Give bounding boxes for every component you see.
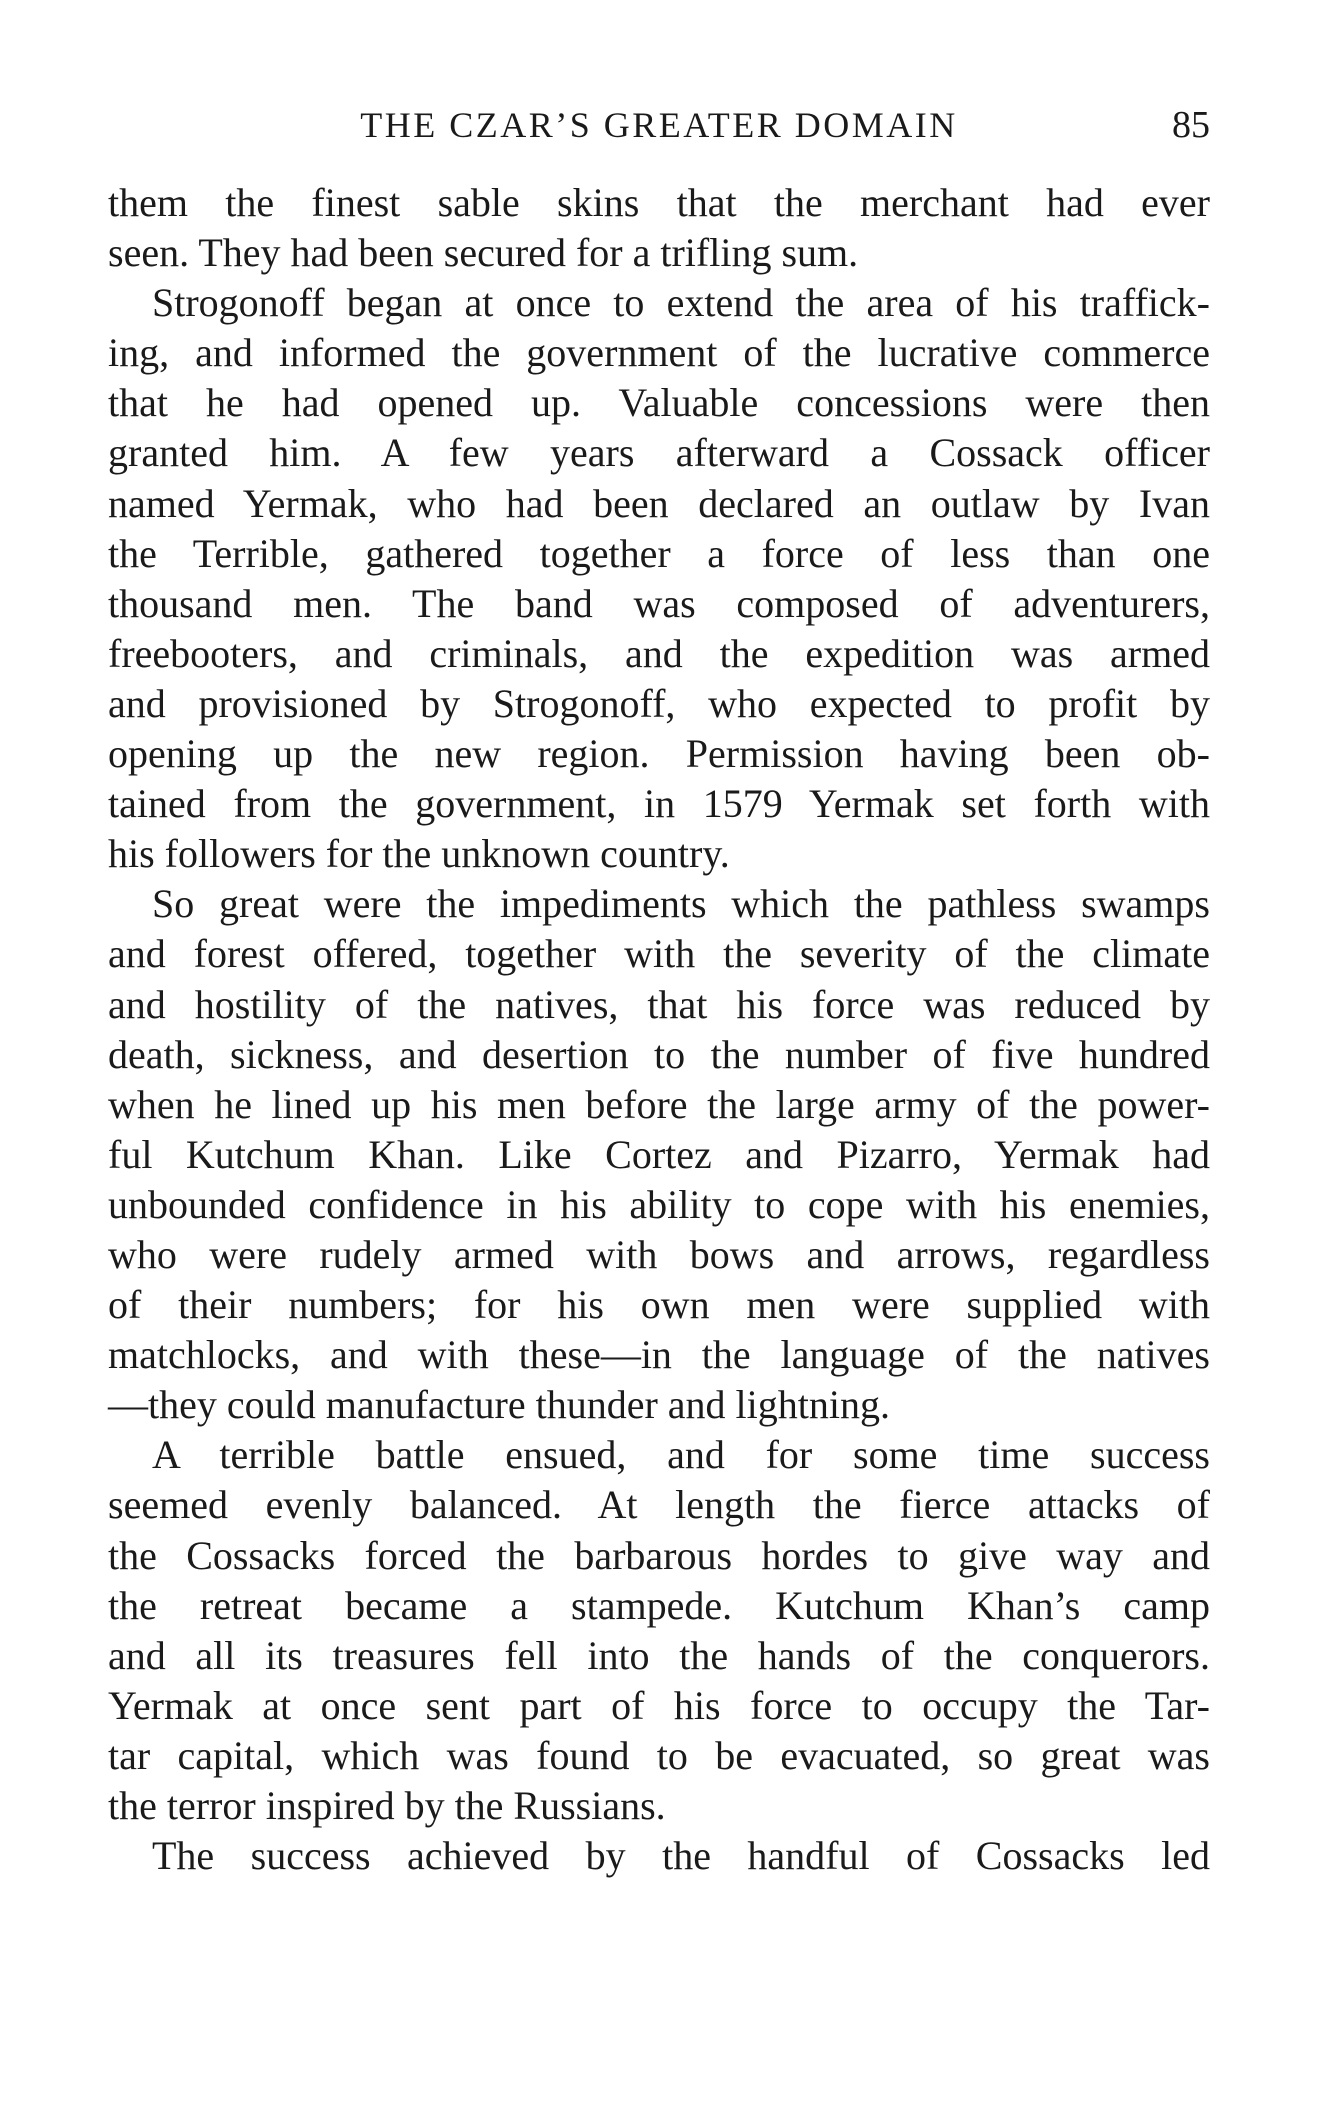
text-line: ing, and informed the government of the lucrative commerce	[108, 330, 1210, 376]
text-line: Yermak at once sent part of his force to occupy the Tar-	[108, 1682, 1210, 1728]
page-number: 85	[1172, 104, 1210, 146]
text-line: named Yermak, who had been declared an outlaw by Ivan	[108, 480, 1210, 526]
text-line: granted him. A few years afterward a Cossack officer	[108, 430, 1210, 476]
text-line: seemed evenly balanced. At length the fierce attacks of	[108, 1482, 1210, 1528]
text-line: them the finest sable skins that the merchant had ever	[108, 180, 1210, 225]
paragraph	[108, 178, 1210, 278]
text-line: the retreat became a stampede. Kutchum Khan’s camp	[108, 1582, 1210, 1628]
text-line: who were rudely armed with bows and arrows, regardless	[108, 1231, 1210, 1277]
page-header	[108, 98, 1210, 152]
text-line: —they could manufacture thunder and lightning.	[108, 1382, 891, 1428]
text-line: and all its treasures fell into the hands of the conquerors.	[108, 1632, 1210, 1678]
text-line: ful Kutchum Khan. Like Cortez and Pizarro, Yermak had	[108, 1131, 1210, 1177]
text-line: So great were the impediments which the pathless swamps	[152, 881, 1210, 927]
text-line: The success achieved by the handful of Cossacks led	[152, 1833, 1210, 1879]
text-line: that he had opened up. Valuable concessions were then	[108, 380, 1210, 426]
text-line: and provisioned by Strogonoff, who expected to profit by	[108, 680, 1210, 726]
paragraph	[108, 879, 1210, 1430]
text-line: seen. They had been secured for a trifling sum.	[108, 230, 859, 276]
text-line: thousand men. The band was composed of adventurers,	[108, 580, 1210, 626]
text-line: of their numbers; for his own men were supplied with	[108, 1282, 1210, 1328]
body-text	[108, 178, 1210, 1881]
text-line: and forest offered, together with the severity of the climate	[108, 931, 1210, 977]
text-line: death, sickness, and desertion to the number of five hundred	[108, 1031, 1210, 1077]
text-line: when he lined up his men before the large army of the power-	[108, 1081, 1210, 1127]
paragraph	[108, 1831, 1210, 1881]
paragraph	[108, 278, 1210, 879]
text-line: the terror inspired by the Russians.	[108, 1783, 666, 1828]
text-line: matchlocks, and with these—in the language of the natives	[108, 1332, 1210, 1378]
text-line: opening up the new region. Permission having been ob-	[108, 731, 1210, 777]
text-line: tained from the government, in 1579 Yermak set forth with	[108, 781, 1210, 827]
text-line: the Terrible, gathered together a force of less than one	[108, 530, 1210, 576]
text-line: and hostility of the natives, that his force was reduced by	[108, 981, 1210, 1027]
paragraph	[108, 1430, 1210, 1831]
running-title: THE CZAR’S GREATER DOMAIN	[360, 105, 958, 145]
text-line: A terrible battle ensued, and for some time success	[152, 1432, 1210, 1478]
text-line: his followers for the unknown country.	[108, 831, 730, 877]
text-line: Strogonoff began at once to extend the area of his traffick-	[152, 280, 1210, 326]
text-line: the Cossacks forced the barbarous hordes to give way and	[108, 1532, 1210, 1578]
text-line: unbounded confidence in his ability to cope with his enemies,	[108, 1181, 1210, 1227]
text-line: tar capital, which was found to be evacuated, so great was	[108, 1732, 1210, 1778]
text-line: freebooters, and criminals, and the expedition was armed	[108, 630, 1210, 676]
